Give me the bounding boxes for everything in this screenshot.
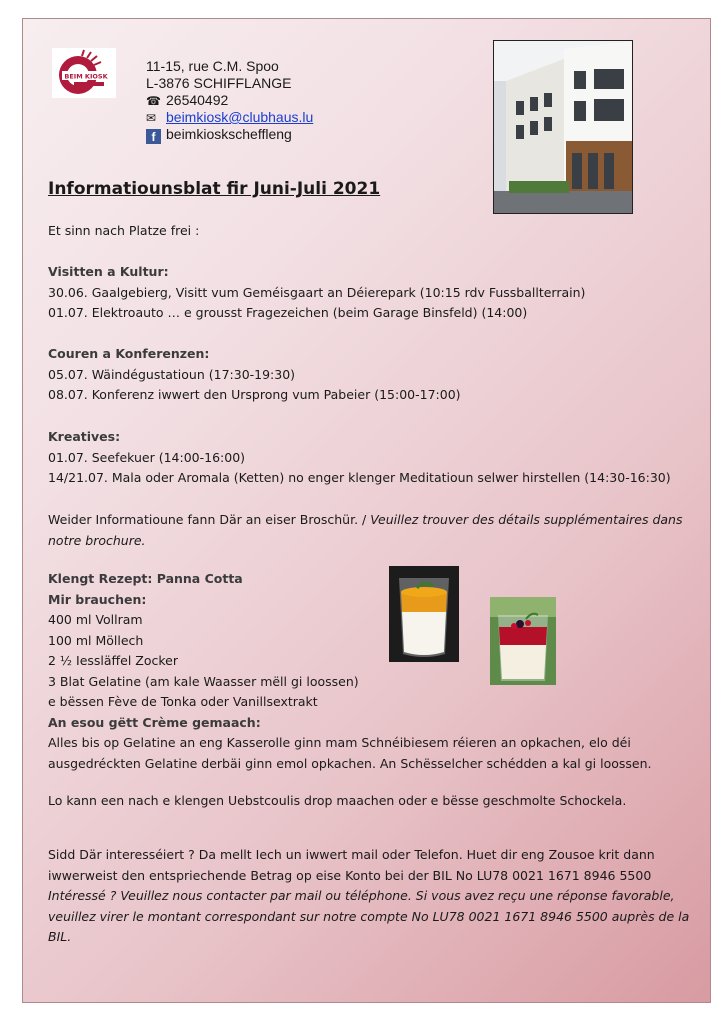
panna-cotta-photo-mango [389, 566, 459, 662]
beim-kiosk-logo [52, 48, 116, 98]
brochure-fr: Veuillez trouver des détails supplémentaires dans notre brochure. [48, 512, 683, 548]
intro-text: Et sinn nach Platze frei : [48, 223, 200, 238]
mail-icon: ✉ [146, 111, 157, 125]
brochure-lu: Weider Informatioune fann Där an eiser Broschür. / [48, 512, 371, 527]
event-item: 14/21.07. Mala oder Aromala (Ketten) no enger klenger Meditatioun selwer hirstellen (14:30-16:30) [48, 470, 671, 485]
section-creative [48, 427, 671, 489]
phone-icon: ☎ [146, 94, 161, 108]
ingredient-item: 100 ml Möllech [48, 632, 144, 648]
ingredient-item: e bëssen Fève de Tonka oder Vanillsextrakt [48, 694, 318, 709]
city: L-3876 SCHIFFLANGE [146, 75, 292, 91]
ingredient-item: 3 Blat Gelatine (am kale Waasser mëll gi loossen) [48, 673, 359, 689]
section-culture [48, 262, 585, 324]
ingredients-heading: Mir brauchen: [48, 591, 147, 607]
page-title: Informatiounsblat fir Juni-Juli 2021 [48, 179, 381, 199]
closing-fr: Intéressé ? Veuillez nous contacter par mail ou téléphone. Si vous avez reçu une réponse favorable, veuillez virer le montant correspondant sur notre compte No LU78 0021 1671 8946 5500 auprès de la BIL. [48, 888, 690, 944]
facebook: beimkioskscheffleng [166, 126, 292, 142]
recipe-block [48, 569, 359, 733]
email-link[interactable]: beimkiosk@clubhaus.lu [166, 109, 314, 125]
event-item: 30.06. Gaalgebierg, Visitt vum Geméisgaart an Déierepark (10:15 rdv Fussballterrain) [48, 284, 586, 300]
facebook-row [146, 126, 313, 143]
phone: 26540492 [166, 92, 229, 108]
phone-row [146, 92, 313, 109]
section-heading: Couren a Konferenzen: [48, 346, 210, 361]
brochure-note [48, 510, 703, 551]
ingredient-item: 2 ½ Iessläffel Zocker [48, 653, 179, 668]
address-block [146, 58, 313, 143]
svg-text:BEIM KIOSK: BEIM KIOSK [64, 72, 108, 81]
street: 11-15, rue C.M. Spoo [146, 58, 279, 74]
recipe-heading: Klengt Rezept: Panna Cotta [48, 571, 243, 586]
closing-block [48, 845, 703, 948]
section-courses [48, 344, 461, 406]
section-heading: Visitten a Kultur: [48, 264, 169, 279]
closing-lu: Sidd Där interesséiert ? Da mellt Iech un iwwert mail oder Telefon. Huet dir eng Zousoe krit dann iwwerweist den entspriechende Betrag op eise Konto bei der BIL No LU78 0021 1671 8946 5500 [48, 847, 655, 883]
method-heading: An esou gëtt Crème gemaach: [48, 714, 261, 730]
method-text: Alles bis op Gelatine an eng Kasserolle ginn mam Schnéibiesem réieren an opkachen, elo déi ausgedréckten Gelatine derbäi ginn emol opkachen. An Schësselcher schédden a kal gi loossen. [48, 735, 652, 771]
building-photo [493, 40, 633, 214]
event-item: 08.07. Konferenz iwwert den Ursprong vum Pabeier (15:00-17:00) [48, 387, 461, 402]
ingredient-item: 400 ml Vollram [48, 612, 143, 627]
panna-cotta-photo-berry [490, 597, 556, 685]
event-item: 01.07. Seefekuer (14:00-16:00) [48, 449, 246, 465]
email-row [146, 109, 313, 126]
tip-text: Lo kann een nach e klengen Uebstcoulis drop maachen oder e bësse geschmolte Schockela. [48, 793, 627, 808]
section-heading: Kreatives: [48, 429, 121, 444]
event-item: 01.07. Elektroauto … e grousst Fragezeichen (beim Garage Binsfeld) (14:00) [48, 305, 528, 320]
event-item: 05.07. Wäindégustatioun (17:30-19:30) [48, 366, 296, 382]
facebook-icon: f [146, 129, 161, 144]
